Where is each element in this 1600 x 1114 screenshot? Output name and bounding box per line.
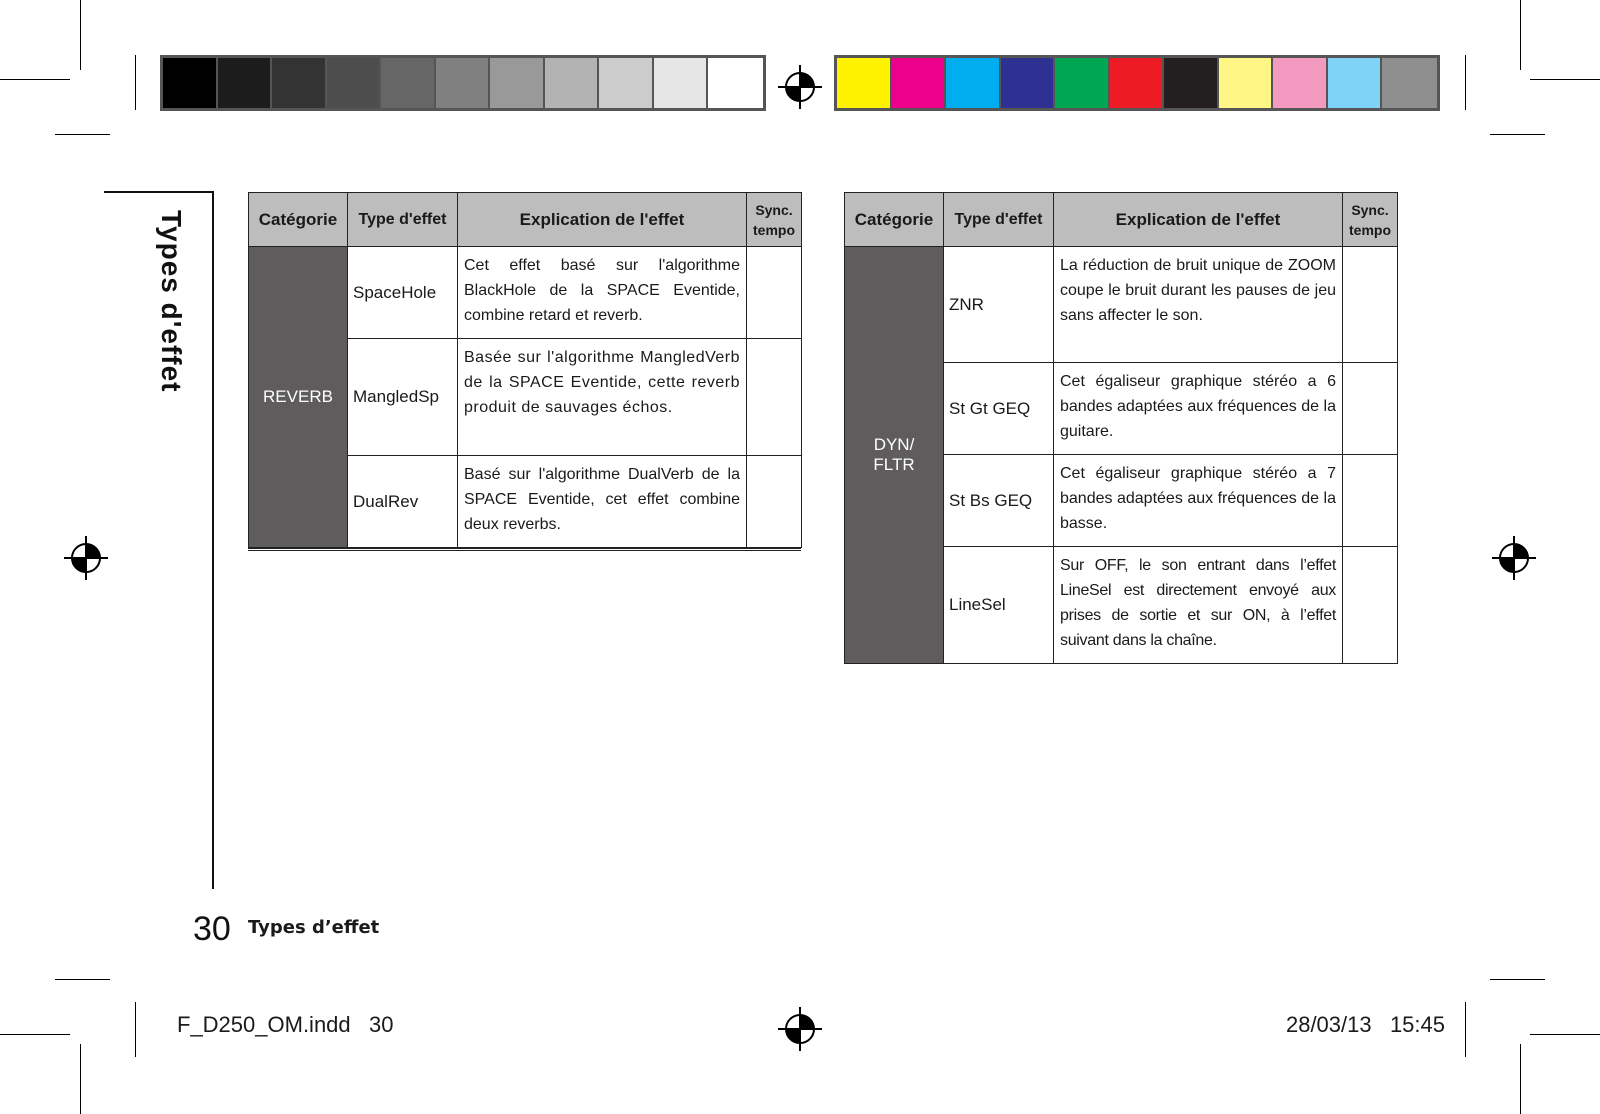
color-swatch	[837, 58, 892, 108]
color-swatch	[599, 58, 654, 108]
registration-mark-icon	[1492, 536, 1536, 580]
effect-description-cell: La réduction de bruit unique de ZOOM coupe le bruit durant les pauses de jeu sans affecter le son.	[1054, 247, 1343, 363]
effect-type-cell: DualRev	[348, 456, 458, 548]
color-swatch	[381, 58, 436, 108]
table-header-row	[249, 193, 802, 247]
header-explanation: Explication de l'effet	[458, 193, 747, 247]
table-header-row	[845, 193, 1398, 247]
sync-tempo-cell	[1343, 247, 1398, 363]
table-row	[845, 247, 1398, 363]
effect-description-cell: Cet effet basé sur l'algorithme BlackHole de la SPACE Eventide, combine retard et reverb.	[458, 247, 747, 339]
crop-mark	[55, 134, 110, 135]
side-margin-rule	[212, 192, 214, 889]
grayscale-color-bar	[160, 55, 766, 111]
crop-mark	[135, 1002, 136, 1057]
header-sync-tempo	[1343, 193, 1398, 247]
crop-mark	[0, 79, 70, 80]
effect-table-dyn-fltr	[844, 192, 1398, 664]
slug-file-name: F_D250_OM.indd 30	[177, 1012, 394, 1037]
color-swatch	[1110, 58, 1165, 108]
process-color-bar	[834, 55, 1440, 111]
effect-type-cell: MangledSp	[348, 339, 458, 456]
header-category: Catégorie	[249, 193, 348, 247]
crop-mark	[135, 55, 136, 110]
effect-type-cell: St Gt GEQ	[944, 363, 1054, 455]
header-category: Catégorie	[845, 193, 944, 247]
color-swatch	[1273, 58, 1328, 108]
crop-mark	[1530, 79, 1600, 80]
color-swatch	[1382, 58, 1437, 108]
effect-type-cell: SpaceHole	[348, 247, 458, 339]
registration-mark-icon	[778, 65, 822, 109]
effect-type-cell: ZNR	[944, 247, 1054, 363]
effect-description-cell: Sur OFF, le son entrant dans l’effet LineSel est directement envoyé aux prises de sortie et sur ON, à l’effet suivant dans la chaîne.	[1054, 547, 1343, 664]
crop-mark	[80, 1044, 81, 1114]
slug-date-time: 28/03/13 15:45	[1285, 1012, 1445, 1037]
crop-mark	[1530, 1034, 1600, 1035]
sync-tempo-cell	[747, 339, 802, 456]
sync-label: Sync.	[755, 201, 793, 218]
crop-mark	[0, 1034, 70, 1035]
side-title-rule	[104, 191, 214, 193]
crop-mark	[1520, 1044, 1521, 1114]
effect-description-cell: Basée sur l'algorithme MangledVerb de la SPACE Eventide, cette reverb produit de sauvages échos.	[458, 339, 747, 456]
category-cell	[845, 247, 944, 664]
category-line: FLTR	[873, 455, 915, 474]
effect-table-reverb	[248, 192, 802, 548]
table-row	[249, 247, 802, 339]
crop-mark	[55, 979, 110, 980]
header-sync-tempo	[747, 193, 802, 247]
color-swatch	[490, 58, 545, 108]
color-swatch	[1164, 58, 1219, 108]
header-effect-type: Type d'effet	[348, 193, 458, 247]
page-number: 30	[193, 910, 231, 948]
sync-tempo-cell	[1343, 363, 1398, 455]
sync-label: Sync.	[1351, 201, 1389, 218]
crop-mark	[1520, 0, 1521, 70]
sync-tempo-cell	[747, 456, 802, 548]
side-section-title: Types d'effet	[156, 210, 187, 393]
tempo-label: tempo	[753, 221, 795, 238]
crop-mark	[1490, 979, 1545, 980]
color-swatch	[545, 58, 600, 108]
crop-mark	[1490, 134, 1545, 135]
category-line: DYN/	[873, 435, 915, 454]
tempo-label: tempo	[1349, 221, 1391, 238]
color-swatch	[946, 58, 1001, 108]
crop-mark	[1465, 55, 1466, 110]
color-swatch	[1055, 58, 1110, 108]
sync-tempo-cell	[747, 247, 802, 339]
color-swatch	[892, 58, 947, 108]
effect-type-cell: St Bs GEQ	[944, 455, 1054, 547]
registration-mark-icon	[778, 1007, 822, 1051]
color-swatch	[654, 58, 709, 108]
color-swatch	[218, 58, 273, 108]
category-cell: REVERB	[249, 247, 348, 548]
color-swatch	[1219, 58, 1274, 108]
effect-description-cell: Cet égaliseur graphique stéréo a 6 bandes adaptées aux fréquences de la guitare.	[1054, 363, 1343, 455]
effect-description-cell: Basé sur l'algorithme DualVerb de la SPACE Eventide, cet effet combine deux reverbs.	[458, 456, 747, 548]
crop-mark	[80, 0, 81, 70]
header-explanation: Explication de l'effet	[1054, 193, 1343, 247]
color-swatch	[163, 58, 218, 108]
color-swatch	[327, 58, 382, 108]
color-swatch	[1001, 58, 1056, 108]
color-swatch	[708, 58, 763, 108]
sync-tempo-cell	[1343, 547, 1398, 664]
color-swatch	[436, 58, 491, 108]
color-swatch	[1328, 58, 1383, 108]
effect-description-cell: Cet égaliseur graphique stéréo a 7 bandes adaptées aux fréquences de la basse.	[1054, 455, 1343, 547]
footer-section-title: Types d’effet	[248, 917, 380, 938]
color-swatch	[272, 58, 327, 108]
header-effect-type: Type d'effet	[944, 193, 1054, 247]
crop-mark	[1465, 1002, 1466, 1057]
sync-tempo-cell	[1343, 455, 1398, 547]
effect-type-cell: LineSel	[944, 547, 1054, 664]
registration-mark-icon	[64, 536, 108, 580]
table-bottom-rule	[248, 548, 801, 551]
